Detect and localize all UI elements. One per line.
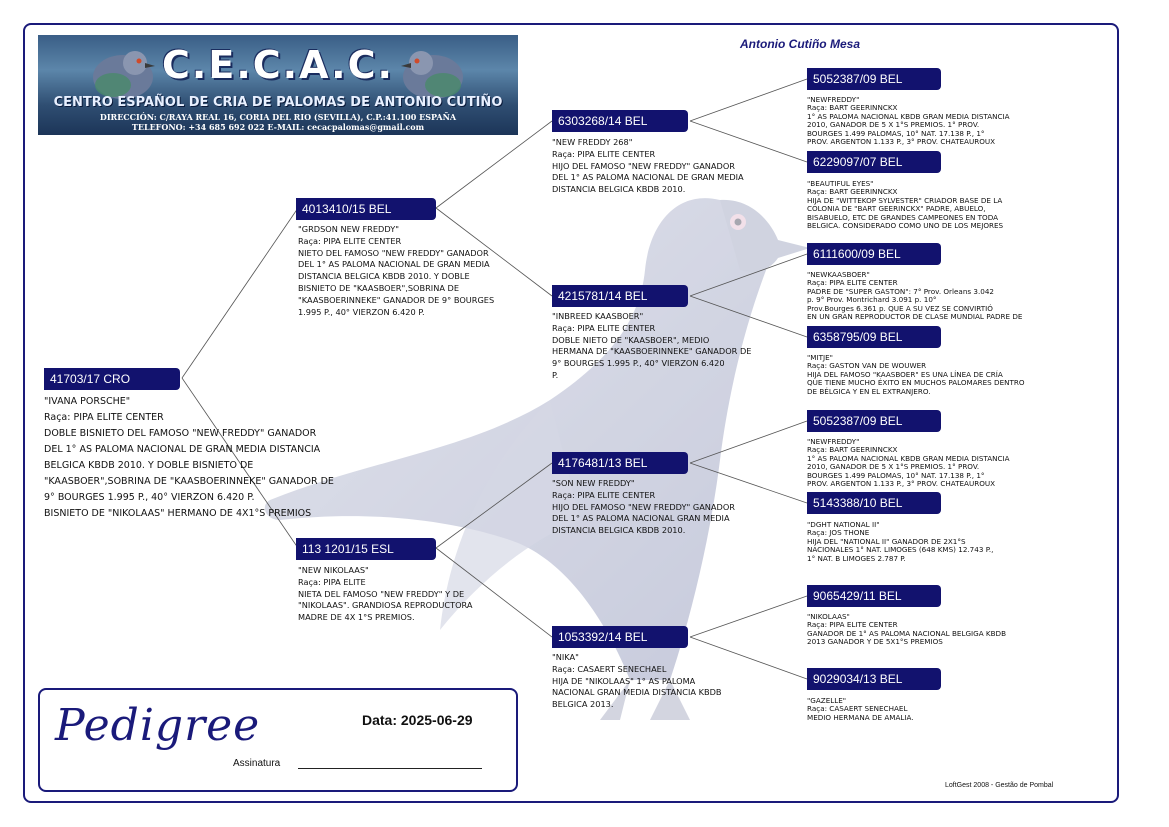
sire-dam-ring[interactable]: 4215781/14 BEL [552, 285, 688, 307]
date-label: Data: 2025-06-29 [362, 712, 473, 728]
dam-sire-ring[interactable]: 4176481/13 BEL [552, 452, 688, 474]
dam-ring[interactable]: 113 1201/15 ESL [296, 538, 436, 560]
ds-dam-info: "DGHT NATIONAL II" Raça: JOS THONE HIJA DEL "NATIONAL II" GANADOR DE 2X1°S NACIONALES 1° NAT. LIMOGES (648 KMS) 12.743 P., 1° NAT. B LIMOGES 2.787 P. [807, 520, 994, 563]
sd-sire-info: "NEWKAASBOER" Raça: PIPA ELITE CENTER PADRE DE "SUPER GASTON": 7° Prov. Orleans 3.042 p. 9° Prov. Montrichard 3.091 p. 10° Prov.Bourges 6.361 p. QUE A SU VEZ SE CONVIRTIÓ EN UN GRAN REPRODUCTOR DE CLASE MUNDIAL PADRE DE [807, 270, 1023, 322]
dd-sire-info: "NIKOLAAS" Raça: PIPA ELITE CENTER GANADOR DE 1° AS PALOMA NACIONAL BELGIGA KBDB 2013 GANADOR Y DE 5X1°S PREMIOS [807, 612, 1007, 647]
signature-line[interactable] [298, 768, 482, 769]
pedigree-logo-text: Pedigree [55, 700, 261, 751]
dam-info: "NEW NIKOLAAS" Raça: PIPA ELITE NIETA DEL FAMOSO "NEW FREDDY" Y DE "NIKOLAAS". GRANDIOSA REPRODUCTORA MADRE DE 4X 1°S PREMIOS. [298, 565, 473, 623]
dam-sire-info: "SON NEW FREDDY" Raça: PIPA ELITE CENTER HIJO DEL FAMOSO "NEW FREDDY" GANADOR DEL 1° AS PALOMA NACIONAL GRAN MEDIA DISTANCIA BELGICA KBDB 2010. [552, 478, 735, 536]
sd-sire-ring[interactable]: 6111600/09 BEL [807, 243, 941, 265]
sire-sire-ring[interactable]: 6303268/14 BEL [552, 110, 688, 132]
sire-info: "GRDSON NEW FREDDY" Raça: PIPA ELITE CENTER NIETO DEL FAMOSO "NEW FREDDY" GANADOR DEL 1° AS PALOMA NACIONAL DE GRAN MEDIA DISTANCIA BELGICA KBDB 2010. Y DOBLE BISNIETO DE "KAASBOER",SOBRINA DE "KAASBOERINNEKE" GANADOR DE 9° BOURGES 1.995 P., 40° VIERZON 6.420 P. [298, 224, 495, 317]
dam-dam-ring[interactable]: 1053392/14 BEL [552, 626, 688, 648]
sire-ring[interactable]: 4013410/15 BEL [296, 198, 436, 220]
banner-address: DIRECCIÓN: C/RAYA REAL 16, CORIA DEL RIO (SEVILLA), C.P.:41.100 ESPAÑA [99, 112, 457, 122]
ss-dam-ring[interactable]: 6229097/07 BEL [807, 151, 941, 173]
ss-sire-info: "NEWFREDDY" Raça: BART GEERINNCKX 1° AS PALOMA NACIONAL KBDB GRAN MEDIA DISTANCIA 2010, GANADOR DE 5 X 1°S PREMIOS. 1° PROV. BOURGES 1.499 PALOMAS, 10° NAT. 17.138 P., 1° PROV. ARGENTON 1.133 P., 3° PROV. CHATEAUROUX [807, 95, 1010, 147]
ds-sire-info: "NEWFREDDY" Raça: BART GEERINNCKX 1° AS PALOMA NACIONAL KBDB GRAN MEDIA DISTANCIA 2010, GANADOR DE 5 X 1°S PREMIOS. 1° PROV. BOURGES 1.499 PALOMAS, 10° NAT. 17.138 P., 1° PROV. ARGENTON 1.133 P., 3° PROV. CHATEAUROUX [807, 437, 1010, 489]
subject-info: "IVANA PORSCHE" Raça: PIPA ELITE CENTER DOBLE BISNIETO DEL FAMOSO "NEW FREDDY" GANADOR DEL 1° AS PALOMA NACIONAL DE GRAN MEDIA DISTANCIA BELGICA KBDB 2010. Y DOBLE BISNIETO DE "KAASBOER",SOBRINA DE "KAASBOERINNEKE" GANADOR DE 9° BOURGES 1.995 P., 40° VIERZON 6.420 P. BISNIETO DE "NIKOLAAS" HERMANO DE 4X1°S PREMIOS [44, 396, 334, 519]
dd-sire-ring[interactable]: 9065429/11 BEL [807, 585, 941, 607]
subject-ring[interactable]: 41703/17 CRO [44, 368, 180, 390]
sd-dam-ring[interactable]: 6358795/09 BEL [807, 326, 941, 348]
dd-dam-ring[interactable]: 9029034/13 BEL [807, 668, 941, 690]
ds-sire-ring[interactable]: 5052387/09 BEL [807, 410, 941, 432]
owner-name: Antonio Cutiño Mesa [740, 37, 860, 51]
banner-subtitle: CENTRO ESPAÑOL DE CRIA DE PALOMAS DE ANTONIO CUTIÑO [53, 95, 503, 110]
ss-dam-info: "BEAUTIFUL EYES" Raça: BART GEERINNCKX HIJA DE "WITTEKOP SYLVESTER" CRIADOR BASE DE LA COLONIA DE "BART GEERINCKX" PADRE, ABUELO, BISABUELO, ETC DE GRANDES CAMPEONES EN TODA BELGICA. CONSIDERADO COMO UNO DE LOS MEJORES [807, 179, 1004, 231]
signature-label: Assinatura [233, 758, 281, 769]
ss-sire-ring[interactable]: 5052387/09 BEL [807, 68, 941, 90]
dd-dam-info: "GAZELLE" Raça: CASAERT SENECHAEL MEDIO HERMANA DE AMALIA. [807, 696, 914, 722]
sd-dam-info: "MITJE" Raça: GASTON VAN DE WOUWER HIJA DEL FAMOSO "KAASBOER" ES UNA LÍNEA DE CRÍA QUE TIENE MUCHO ÉXITO EN MUCHOS PALOMARES DENTRO DE BÉLGICA Y EN EL EXTRANJERO. [807, 353, 1025, 396]
ds-dam-ring[interactable]: 5143388/10 BEL [807, 492, 941, 514]
software-credit: LoftGest 2008 - Gestão de Pombal [945, 782, 1054, 789]
banner-contact: TELEFONO: +34 685 692 022 E-MAIL: cecacpalomas@gmail.com [131, 122, 425, 132]
dam-dam-info: "NIKA" Raça: CASAERT SENECHAEL HIJA DE "NIKOLAAS" 1° AS PALOMA NACIONAL GRAN MEDIA DISTANCIA KBDB BELGICA 2013. [552, 652, 722, 710]
banner-title: C.E.C.A.C. [162, 43, 394, 87]
sire-sire-info: "NEW FREDDY 268" Raça: PIPA ELITE CENTER HIJO DEL FAMOSO "NEW FREDDY" GANADOR DEL 1° AS PALOMA NACIONAL DE GRAN MEDIA DISTANCIA BELGICA KBDB 2010. [552, 137, 744, 195]
sire-dam-info: "INBREED KAASBOER" Raça: PIPA ELITE CENTER DOBLE NIETO DE "KAASBOER", MEDIO HERMANA DE "KAASBOERINNEKE" GANADOR DE 9° BOURGES 1.995 P., 40° VIERZON 6.420 P. [552, 311, 752, 380]
